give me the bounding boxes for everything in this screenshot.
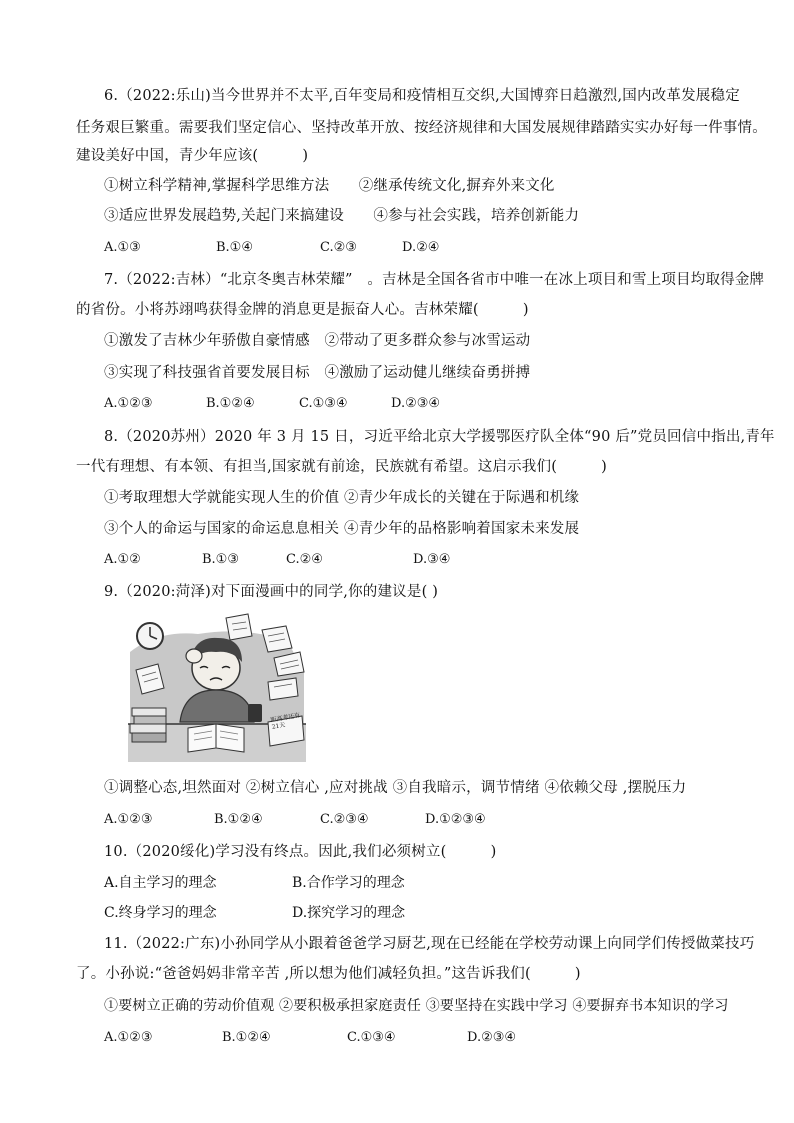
q10-option-c: C.终身学习的理念 xyxy=(104,905,217,921)
q7-option-c: C.①③④ xyxy=(299,396,348,411)
q10-option-b: B.合作学习的理念 xyxy=(292,875,405,891)
q11-option-c: C.①③④ xyxy=(347,1030,396,1045)
q6-stem-line-2: 任务艰巨繁重。需要我们坚定信心、坚持改革开放、按经济规律和大国发展规律踏踏实实办好每一件事情。 xyxy=(76,120,767,136)
q6-option-a: A.①③ xyxy=(104,240,141,255)
q8-statements-line-1: ①考取理想大学就能实现人生的价值 ②青少年成长的关键在于际遇和机缘 xyxy=(104,490,580,506)
q6-option-b: B.①④ xyxy=(216,240,253,255)
cartoon-calendar-text: 距高考还有21天 xyxy=(270,711,301,731)
q7-option-d: D.②③④ xyxy=(391,396,441,411)
q6-option-c: C.②③ xyxy=(320,240,357,255)
q6-statements-line-2: ③适应世界发展趋势,关起门来搞建设 ④参与社会实践，培养创新能力 xyxy=(104,208,580,224)
q11-stem-line-1: 11.（2022:广东)小孙同学从小跟着爸爸学习厨艺,现在已经能在学校劳动课上向同学们传授做菜技巧 xyxy=(104,936,755,952)
q6-stem-line-3: 建设美好中国，青少年应该( ) xyxy=(76,148,309,164)
q8-stem-line-1: 8.（2020苏州）2020 年 3 月 15 日，习近平给北京大学援鄂医疗队全体“90 后”党员回信中指出,青年 xyxy=(104,429,775,445)
q11-option-a: A.①②③ xyxy=(104,1030,153,1045)
q8-option-d: D.③④ xyxy=(413,552,451,567)
q11-stem-line-2: 了。小孙说:“爸爸妈妈非常辛苦 ,所以想为他们减轻负担。”这告诉我们( ) xyxy=(76,966,581,982)
q7-statements-line-2: ③实现了科技强省首要发展目标 ④激励了运动健儿继续奋勇拼搏 xyxy=(104,365,531,381)
q8-option-a: A.①② xyxy=(104,552,141,567)
q7-option-b: B.①②④ xyxy=(206,396,255,411)
q9-option-c: C.②③④ xyxy=(320,812,369,827)
q9-statements-line-1: ①调整心态,坦然面对 ②树立信心 ,应对挑战 ③自我暗示，调节情绪 ④依赖父母 ,摆脱压力 xyxy=(104,780,687,796)
q10-stem-line-1: 10.（2020绥化)学习没有终点。因此,我们必须树立( ) xyxy=(104,844,497,860)
q6-stem-line-1: 6.（2022:乐山)当今世界并不太平,百年变局和疫情相互交织,大国博弈日趋激烈,国内改革发展稳定 xyxy=(104,88,740,104)
q9-stem-line-1: 9.（2020:菏泽)对下面漫画中的同学,你的建议是( ) xyxy=(104,584,439,600)
q6-option-d: D.②④ xyxy=(402,240,440,255)
stressed-student-cartoon xyxy=(128,612,306,762)
q10-option-a: A.自主学习的理念 xyxy=(104,875,217,891)
q8-stem-line-2: 一代有理想、有本领、有担当,国家就有前途，民族就有希望。这启示我们( ) xyxy=(76,459,608,475)
q7-statements-line-1: ①激发了吉林少年骄傲自豪情感 ②带动了更多群众参与冰雪运动 xyxy=(104,333,531,349)
q7-stem-line-1: 7.（2022:吉林）“北京冬奥吉林荣耀” 。吉林是全国各省市中唯一在冰上项目和雪上项目均取得金牌 xyxy=(104,272,765,288)
q7-stem-line-2: 的省份。小将苏翊鸣获得金牌的消息更是振奋人心。吉林荣耀( ) xyxy=(76,302,529,318)
q6-statements-line-1: ①树立科学精神,掌握科学思维方法 ②继承传统文化,摒弃外来文化 xyxy=(104,178,555,194)
q8-option-c: C.②④ xyxy=(286,552,323,567)
q7-option-a: A.①②③ xyxy=(104,396,153,411)
q8-statements-line-2: ③个人的命运与国家的命运息息相关 ④青少年的品格影响着国家未来发展 xyxy=(104,521,580,537)
q9-option-b: B.①②④ xyxy=(214,812,263,827)
q9-option-a: A.①②③ xyxy=(104,812,153,827)
q11-option-d: D.②③④ xyxy=(467,1030,517,1045)
q10-option-d: D.探究学习的理念 xyxy=(292,905,406,921)
q11-statements-line-1: ①要树立正确的劳动价值观 ②要积极承担家庭责任 ③要坚持在实践中学习 ④要摒弃书本知识的学习 xyxy=(104,998,729,1014)
q9-option-d: D.①②③④ xyxy=(425,812,486,827)
q8-option-b: B.①③ xyxy=(202,552,239,567)
q11-option-b: B.①②④ xyxy=(222,1030,271,1045)
